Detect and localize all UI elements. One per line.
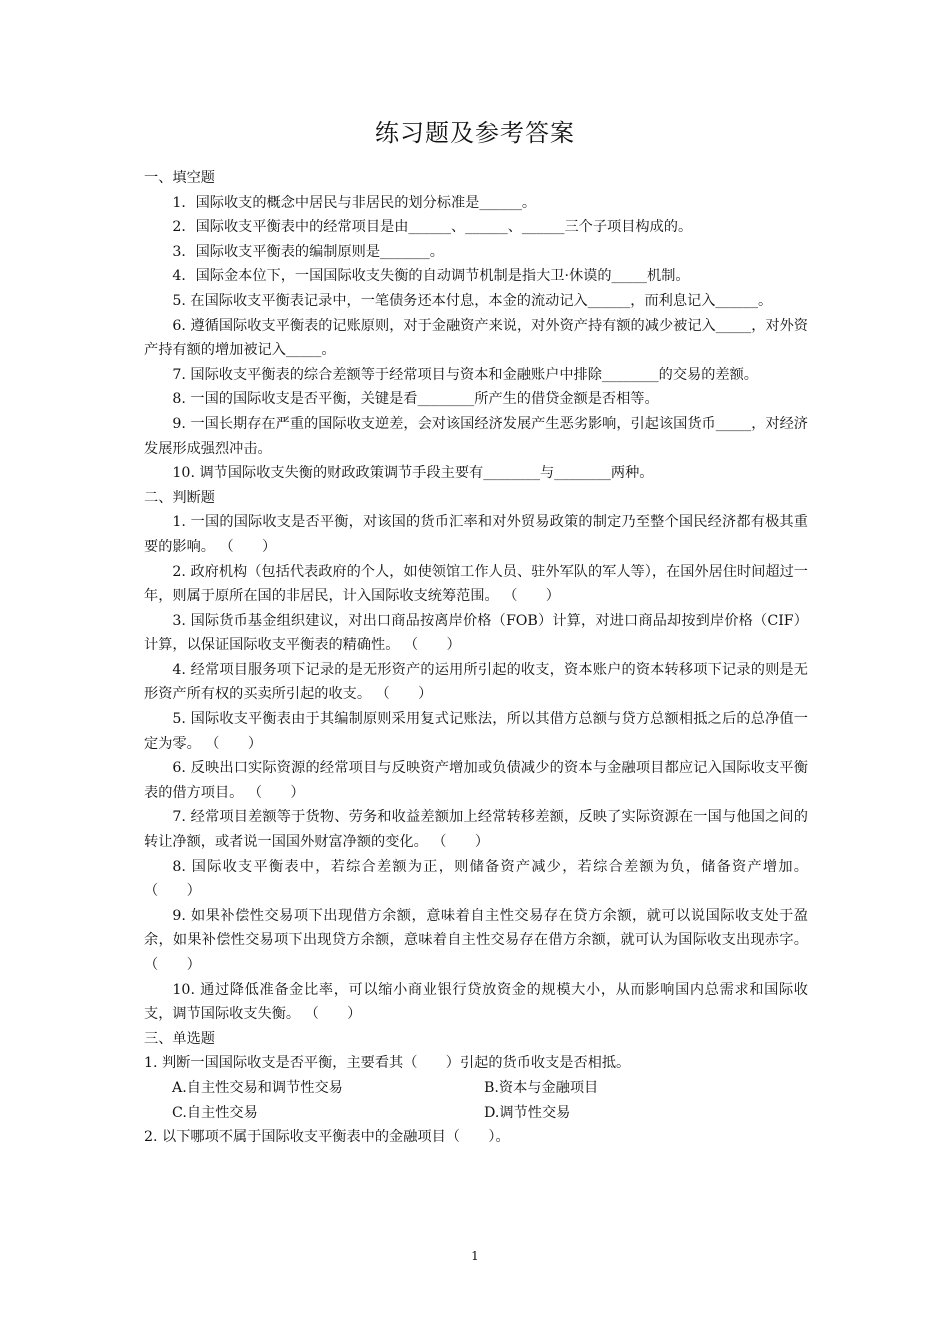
fill-blank-item: 2．国际收支平衡表中的经常项目是由______、______、______三个子项目构成的。 — [172, 219, 693, 236]
page-number: 1 — [471, 1249, 479, 1263]
fill-blank-item: 3．国际收支平衡表的编制原则是_______。 — [172, 243, 444, 260]
mcq-question: 1. 判断一国国际收支是否平衡，主要看其（ ）引起的货币收支是否相抵。 — [144, 1055, 631, 1072]
fill-blank-item: 7. 国际收支平衡表的综合差额等于经常项目与资本和金融账户中排除________的交易的差额。 — [172, 366, 758, 383]
mcq-options-row — [144, 1101, 808, 1126]
true-false-item: 8. 国际收支平衡表中，若综合差额为正，则储备资产减少，若综合差额为负，储备资产增加。 （ ） — [144, 858, 808, 900]
fill-blank-item: 10. 调节国际收支失衡的财政政策调节手段主要有________与________两种。 — [172, 465, 654, 482]
section-heading-single-choice: 三、单选题 — [144, 1030, 215, 1047]
document-body — [144, 166, 808, 1150]
section-heading-true-false: 二、判断题 — [144, 489, 215, 506]
true-false-item: 4. 经常项目服务项下记录的是无形资产的运用所引起的收支，资本账户的资本转移项下记录的则是无形资产所有权的买卖所引起的收支。 （ ） — [144, 661, 808, 703]
true-false-item: 5. 国际收支平衡表由于其编制原则采用复式记账法，所以其借方总额与贷方总额相抵之后的总净值一定为零。 （ ） — [144, 711, 808, 752]
fill-blank-item: 4．国际金本位下，一国国际收支失衡的自动调节机制是指大卫·休谟的_____机制。 — [172, 268, 690, 285]
mcq-option-b: B.资本与金融项目 — [484, 1079, 599, 1096]
true-false-item: 2. 政府机构（包括代表政府的个人，如使领馆工作人员、驻外军队的军人等），在国外居住时间超过一年，则属于原所在国的非居民，计入国际收支统筹范围。 （ ） — [144, 563, 808, 605]
fill-blank-item: 9. 一国长期存在严重的国际收支逆差，会对该国经济发展产生恶劣影响，引起该国货币_____，对经济发展形成强烈冲击。 — [144, 415, 808, 457]
mcq-option-a: A.自主性交易和调节性交易 — [172, 1079, 343, 1096]
true-false-item: 6. 反映出口实际资源的经常项目与反映资产增加或负债减少的资本与金融项目都应记入国际收支平衡表的借方项目。 （ ） — [144, 760, 808, 801]
fill-blank-item: 5. 在国际收支平衡表记录中，一笔债务还本付息，本金的流动记入______，而利息记入______。 — [172, 292, 773, 309]
true-false-item: 9. 如果补偿性交易项下出现借方余额，意味着自主性交易存在贷方余额，就可以说国际收支处于盈余，如果补偿性交易项下出现贷方余额，意味着自主性交易存在借方余额，就可认为国际收支出现赤字。 （ ） — [144, 907, 808, 973]
mcq-options-row — [144, 1076, 808, 1101]
mcq-option-c: C.自主性交易 — [172, 1104, 258, 1121]
mcq-option-d: D.调节性交易 — [484, 1104, 571, 1121]
fill-blank-item: 1．国际收支的概念中居民与非居民的划分标准是______。 — [172, 194, 537, 211]
fill-blank-item: 8. 一国的国际收支是否平衡，关键是看________所产生的借贷金额是否相等。 — [172, 391, 659, 408]
true-false-item: 7. 经常项目差额等于货物、劳务和收益差额加上经常转移差额，反映了实际资源在一国与他国之间的转让净额，或者说一国国外财富净额的变化。 （ ） — [144, 809, 808, 851]
true-false-item: 3. 国际货币基金组织建议，对出口商品按离岸价格（FOB）计算，对进口商品却按到岸价格（CIF）计算，以保证国际收支平衡表的精确性。 （ ） — [144, 612, 808, 654]
true-false-item: 1. 一国的国际收支是否平衡，对该国的货币汇率和对外贸易政策的制定乃至整个国民经济都有极其重要的影响。 （ ） — [144, 514, 808, 555]
mcq-question: 2. 以下哪项不属于国际收支平衡表中的金融项目（ ）。 — [144, 1129, 510, 1146]
section-heading-fill-blank: 一、填空题 — [144, 170, 215, 186]
true-false-item: 10. 通过降低准备金比率，可以缩小商业银行贷放资金的规模大小，从而影响国内总需求和国际收支，调节国际收支失衡。 （ ） — [144, 981, 808, 1023]
fill-blank-item: 6. 遵循国际收支平衡表的记账原则，对于金融资产来说，对外资产持有额的减少被记入_____，对外资产持有额的增加被记入_____。 — [144, 317, 808, 359]
page-title: 练习题及参考答案 — [375, 119, 575, 147]
